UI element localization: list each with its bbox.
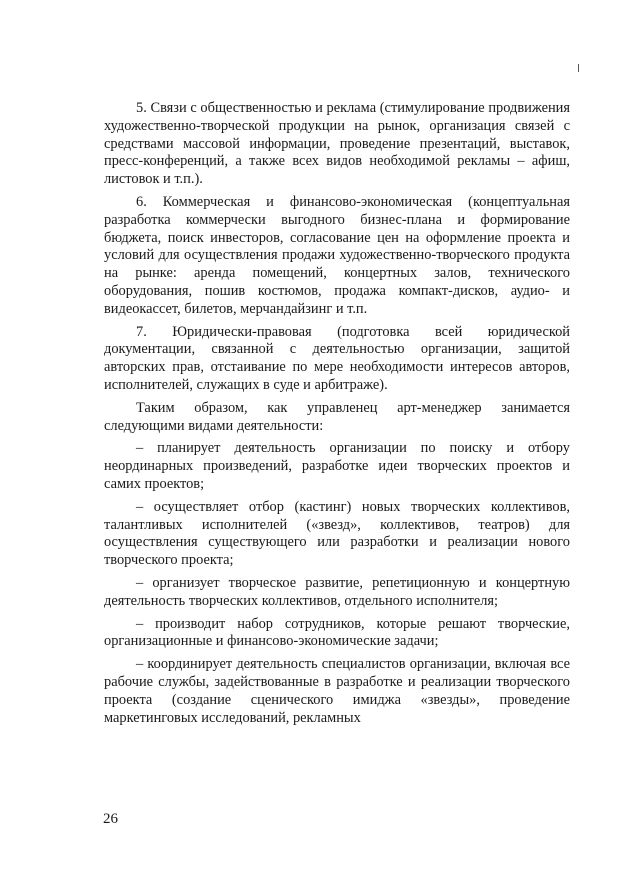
- list-item-organizes: – организует творческое развитие, репетиционную и концертную деятельность творческих коллективов, отдельного исполнителя;: [104, 574, 570, 609]
- page-number: 26: [103, 811, 118, 827]
- paragraph-summary-intro: Таким образом, как управленец арт-менеджер занимается следующими видами деятельности:: [104, 399, 570, 434]
- page-body: [104, 100, 570, 732]
- list-item-hiring: – производит набор сотрудников, которые решают творческие, организационные и финансово-экономические задачи;: [104, 615, 570, 650]
- paragraph-legal: 7. Юридически-правовая (подготовка всей юридической документации, связанной с деятельностью организации, защитой авторских прав, отстаивание по мере необходимости интересов авторов, исполнителей, служащих в суде и арбитраже).: [104, 323, 570, 393]
- list-item-coordinates: – координирует деятельность специалистов организации, включая все рабочие службы, задействованные в разработке и реализации творческого проекта (создание сценического имиджа «звезды», проведение маркетинговых исследований, рекламных: [104, 656, 570, 726]
- margin-mark: [578, 64, 579, 72]
- list-item-casting: – осуществляет отбор (кастинг) новых творческих коллективов, талантливых исполнителей («звезд», коллективов, театров) для осуществления существующего или разработки и реализации нового творческого проекта;: [104, 498, 570, 569]
- list-item-plans: – планирует деятельность организации по поиску и отбору неординарных произведений, разработке идеи творческих проектов и самих проектов;: [104, 440, 570, 492]
- paragraph-commercial-financial: 6. Коммерческая и финансово-экономическая (концептуальная разработка коммерчески выгодного бизнес-плана и формирование бюджета, поиск инвесторов, согласование цен на оформление проекта и условий для осуществления продажи художественно-творческого продукта на рынке: аренда помещений, концертных залов, технического оборудования, пошив костюмов, продажа компакт-дисков, аудио- и видеокассет, билетов, мерчандайзинг и т.п.: [104, 193, 570, 317]
- paragraph-pr-and-advertising: 5. Связи с общественностью и реклама (стимулирование продвижения художественно-творческой продукции на рынок, организация связей с средствами массовой информации, проведение презентаций, выставок, пресс-конференций, а также всех видов необходимой рекламы – афиш, листовок и т.п.).: [104, 100, 570, 188]
